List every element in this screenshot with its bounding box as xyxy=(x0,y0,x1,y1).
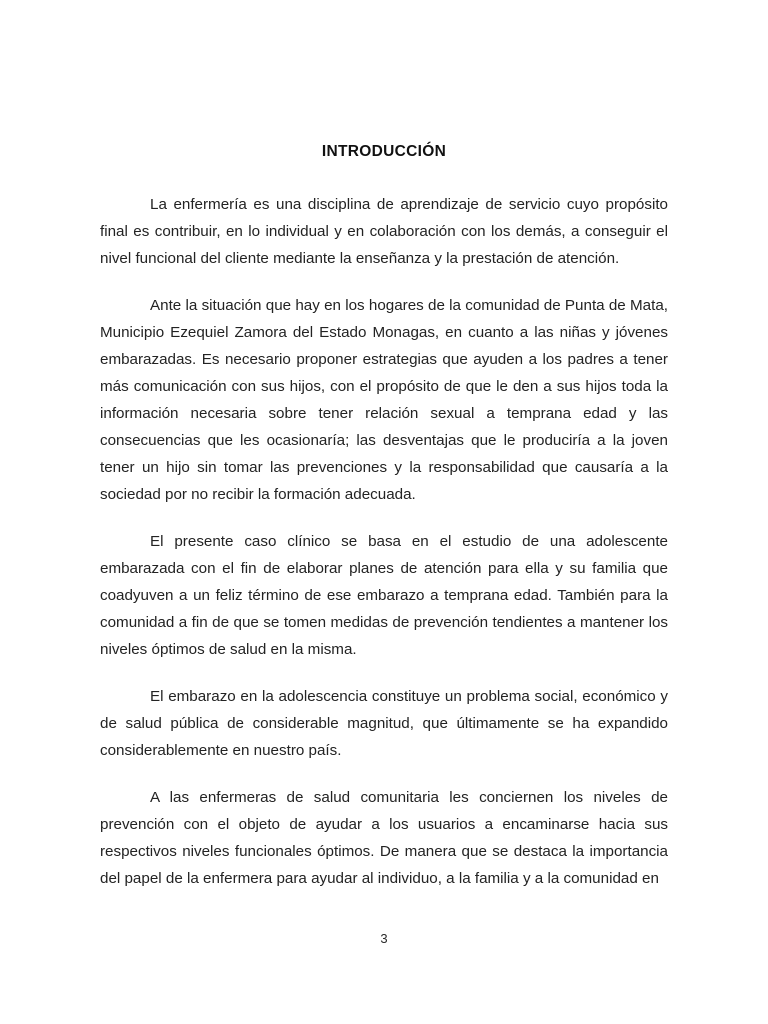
page-number: 3 xyxy=(380,931,388,946)
body-paragraph: El embarazo en la adolescencia constituye un problema social, económico y de salud pública de considerable magnitud, que últimamente se ha expandido considerablemente en nuestro país. xyxy=(100,688,668,759)
page-title: INTRODUCCIÓN xyxy=(321,143,447,160)
body-paragraph: La enfermería es una disciplina de aprendizaje de servicio cuyo propósito final es contribuir, en lo individual y en colaboración con los demás, a conseguir el nivel funcional del cliente mediante la enseñanza y la prestación de atención. xyxy=(100,196,668,267)
body-paragraph: A las enfermeras de salud comunitaria les conciernen los niveles de prevención con el objeto de ayudar a los usuarios a encaminarse hacia sus respectivos niveles funcionales óptimos. De manera que se destaca la importancia del papel de la enfermera para ayudar al individuo, a la familia y a la comunidad en xyxy=(100,789,668,887)
body-paragraph: El presente caso clínico se basa en el estudio de una adolescente embarazada con el fin de elaborar planes de atención para ella y su familia que coadyuven a un feliz término de ese embarazo a temprana edad. También para la comunidad a fin de que se tomen medidas de prevención tendientes a mantener los niveles óptimos de salud en la misma. xyxy=(100,533,668,658)
document-body xyxy=(100,138,668,892)
body-paragraph: Ante la situación que hay en los hogares de la comunidad de Punta de Mata, Municipio Ezequiel Zamora del Estado Monagas, en cuanto a las niñas y jóvenes embarazadas. Es necesario proponer estrategias que ayuden a los padres a tener más comunicación con sus hijos, con el propósito de que le den a sus hijos toda la información necesaria sobre tener relación sexual a temprana edad y las consecuencias que les ocasionaría; las desventajas que le produciría a la joven tener un hijo sin tomar las prevenciones y la responsabilidad que causaría a la sociedad por no recibir la formación adecuada. xyxy=(100,297,668,503)
